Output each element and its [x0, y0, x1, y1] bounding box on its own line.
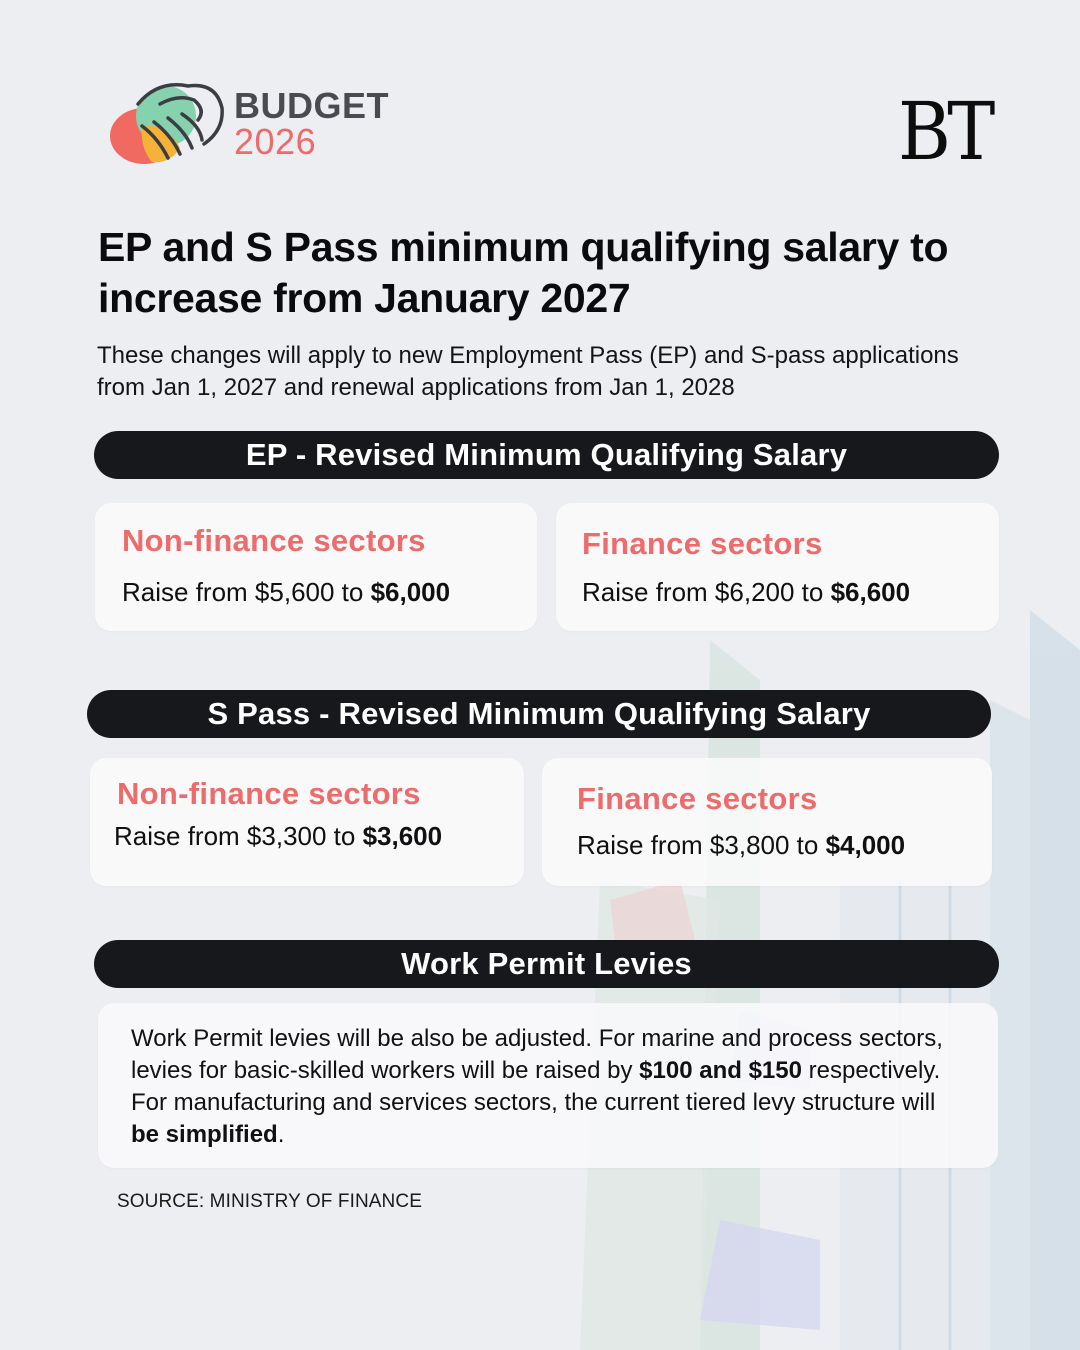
spass-section-header: S Pass - Revised Minimum Qualifying Salary: [87, 690, 991, 738]
new-salary-value: $6,600: [830, 577, 911, 607]
work-permit-card: [98, 1003, 998, 1168]
card-salary-change: [577, 830, 905, 861]
card-heading: Non-finance sectors: [117, 776, 421, 811]
text-segment: respectively. For manufacturing and services sectors, the current tiered levy structure will: [131, 1057, 941, 1116]
card-salary-change: [122, 577, 450, 608]
new-salary-value: $3,600: [362, 821, 443, 851]
text-segment: .: [277, 1121, 285, 1148]
card-heading: Finance sectors: [577, 781, 818, 816]
budget-2026-logo: [108, 78, 398, 173]
bt-masthead-logo: BT: [898, 85, 992, 178]
ep-finance-card: [556, 503, 999, 631]
text-segment: Work Permit levies will be also be adjusted. For marine and process sectors, levies for basic-skilled workers will be raised by: [131, 1025, 943, 1084]
old-salary-text: Raise from $6,200 to: [582, 577, 831, 607]
source-credit: SOURCE: MINISTRY OF FINANCE: [117, 1191, 422, 1212]
card-salary-change: [582, 577, 910, 608]
new-salary-value: $6,000: [370, 577, 451, 607]
work-permit-section-header: Work Permit Levies: [94, 940, 999, 988]
old-salary-text: Raise from $5,600 to: [122, 577, 371, 607]
page-title: EP and S Pass minimum qualifying salary to increase from January 2027: [98, 224, 949, 321]
work-permit-description: [131, 1023, 961, 1151]
handshake-icon: [108, 78, 228, 173]
card-heading: Non-finance sectors: [122, 523, 426, 558]
logo-budget-year: 2026: [234, 121, 317, 162]
card-heading: Finance sectors: [582, 526, 823, 561]
page-subtitle: These changes will apply to new Employment Pass (EP) and S-pass applications from Jan 1, 2027 and renewal applications from Jan 1, 2028: [97, 342, 959, 401]
old-salary-text: Raise from $3,300 to: [114, 821, 363, 851]
ep-non-finance-card: [95, 503, 537, 631]
card-salary-change: [114, 821, 442, 852]
ep-section-header: EP - Revised Minimum Qualifying Salary: [94, 431, 999, 479]
levy-increase-amounts: $100 and $150: [639, 1057, 802, 1084]
levy-simplified-emphasis: be simplified: [131, 1121, 278, 1148]
old-salary-text: Raise from $3,800 to: [577, 830, 826, 860]
new-salary-value: $4,000: [825, 830, 906, 860]
spass-non-finance-card: [90, 758, 524, 886]
logo-budget-word: BUDGET: [234, 85, 389, 126]
spass-finance-card: [542, 758, 992, 886]
